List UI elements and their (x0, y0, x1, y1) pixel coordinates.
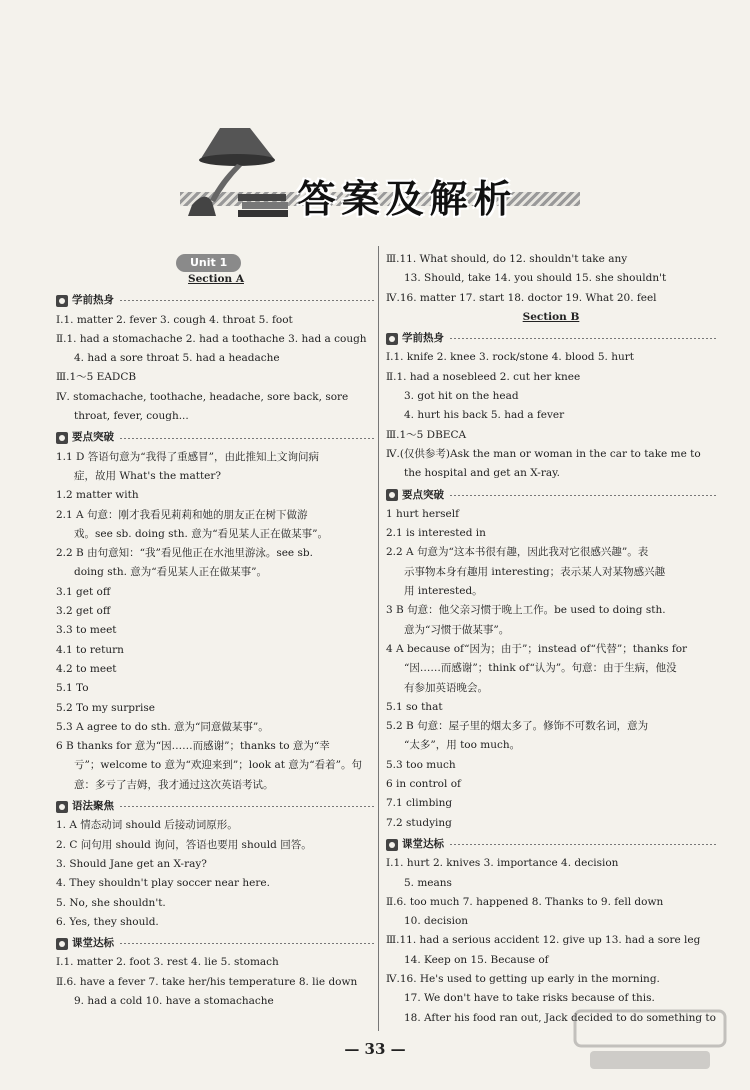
answer-line: 3. Should Jane get an X-ray? (56, 857, 207, 870)
answer-line: 症，故用 What's the matter? (74, 469, 222, 482)
answer-line: 6 in control of (386, 778, 461, 791)
answer-line: Ⅲ.1～5 DBECA (386, 428, 467, 441)
answer-line: Ⅳ.16. matter 17. start 18. doctor 19. What 20. feel (386, 291, 657, 304)
heading-rule (450, 338, 716, 339)
answer-line: 2.1 is interested in (386, 527, 486, 540)
answer-line: 2.2 B 由句意知：“我”看见他正在水池里游泳。see sb. (56, 547, 313, 560)
answer-line: 5.1 so that (386, 700, 443, 713)
answer-line: Ⅱ.1. had a nosebleed 2. cut her knee (386, 370, 581, 383)
title-banner (180, 120, 580, 225)
answer-line: 3.1 get off (56, 585, 111, 598)
subsection-title: 学前热身 (402, 332, 444, 345)
subsection-heading (386, 835, 716, 854)
page-number: — 33 — (344, 1040, 406, 1058)
heading-marker-icon (386, 489, 398, 501)
answer-line: 用 interested。 (404, 585, 483, 598)
heading-rule (450, 495, 716, 496)
subsection-title: 课堂达标 (72, 937, 114, 950)
answer-line: 17. We don't have to take risks because of this. (404, 992, 655, 1005)
answer-line: Ⅰ.1. hurt 2. knives 3. importance 4. decision (386, 857, 619, 870)
answer-line: the hospital and get an X-ray. (404, 467, 560, 480)
answer-line: 5.3 A agree to do sth. 意为“同意做某事”。 (56, 720, 269, 733)
answer-line: 6 B thanks for 意为“因……而感谢”；thanks to 意为“幸 (56, 740, 330, 753)
subsection-title: 课堂达标 (402, 837, 444, 850)
answer-line: 13. Should, take 14. you should 15. she shouldn't (404, 272, 667, 285)
answer-line: “因……而感谢”；think of“认为”。句意：由于生病，他没 (404, 662, 677, 675)
answer-line: 7.1 climbing (386, 797, 453, 810)
answer-line: 1.2 matter with (56, 489, 139, 502)
answer-line: 18. After his food ran out, Jack decided to do something to (404, 1011, 716, 1024)
subsection-heading (56, 934, 376, 953)
answer-line: Ⅰ.1. knife 2. knee 3. rock/stone 4. blood 5. hurt (386, 351, 634, 364)
answer-line: 2. C 问句用 should 询问，答语也要用 should 回答。 (56, 838, 312, 851)
answer-line: Ⅲ.1～5 EADCB (56, 371, 137, 384)
heading-rule (120, 806, 376, 807)
answer-line: Ⅱ.1. had a stomachache 2. had a toothache 3. had a cough (56, 332, 367, 345)
answer-line: 5.2 B 句意：屋子里的烟太多了。修饰不可数名词，意为 (386, 720, 649, 733)
answer-line: 亏”；welcome to 意为“欢迎来到”；look at 意为“看着”。句 (74, 759, 363, 772)
section-b-heading: Section B (522, 310, 580, 323)
answer-line: 意为“习惯于做某事”。 (404, 623, 510, 636)
heading-marker-icon (56, 295, 68, 307)
unit-badge: Unit 1 (176, 254, 241, 272)
answer-line: Ⅳ. stomachache, toothache, headache, sore back, sore (56, 390, 349, 403)
answer-line: 1. A 情态动词 should 后接动词原形。 (56, 819, 238, 832)
answer-line: 5. No, she shouldn't. (56, 896, 166, 909)
answer-line: 2.1 A 句意：刚才我看见莉莉和她的朋友正在树下做游 (56, 508, 308, 521)
column-divider (378, 246, 379, 1031)
answer-line: 4 A because of“因为；由于”；instead of“代替”；thanks for (386, 642, 688, 655)
answer-line: 4.1 to return (56, 643, 124, 656)
subsection-heading (56, 797, 376, 816)
answer-line: 5.1 To (56, 682, 89, 695)
answer-line: Ⅱ.6. too much 7. happened 8. Thanks to 9. fell down (386, 895, 664, 908)
heading-marker-icon (56, 938, 68, 950)
answer-line: 7.2 studying (386, 816, 452, 829)
answer-line: 意：多亏了吉姆，我才通过这次英语考试。 (74, 778, 274, 791)
heading-marker-icon (386, 333, 398, 345)
answer-line: Ⅲ.11. What should, do 12. shouldn't take any (386, 253, 628, 265)
answer-line: 有参加英语晚会。 (404, 681, 488, 694)
heading-marker-icon (56, 432, 68, 444)
subsection-heading (56, 291, 376, 310)
answer-line: 示事物本身有趣用 interesting；表示某人对某物感兴趣 (404, 565, 666, 578)
answer-line: 10. decision (404, 915, 469, 928)
subsection-title: 学前热身 (72, 294, 114, 307)
answer-line: 3.2 get off (56, 605, 111, 618)
heading-rule (450, 844, 716, 845)
answer-line: 4. had a sore throat 5. had a headache (74, 352, 280, 365)
answer-line: 3 B 句意：他父亲习惯于晚上工作。be used to doing sth. (386, 604, 666, 617)
right-column (386, 250, 716, 1028)
heading-marker-icon (56, 801, 68, 813)
left-column (56, 250, 376, 1011)
heading-rule (120, 438, 376, 439)
answer-line: 3.3 to meet (56, 624, 117, 637)
answer-line: 4.2 to meet (56, 662, 117, 675)
answer-line: 6. Yes, they should. (56, 915, 159, 928)
heading-rule (120, 943, 376, 944)
subsection-title: 要点突破 (72, 431, 114, 444)
answer-line: Ⅰ.1. matter 2. foot 3. rest 4. lie 5. stomach (56, 956, 279, 969)
answer-line: 1.1 D 答语句意为“我得了重感冒”，由此推知上文询问病 (56, 450, 320, 463)
answer-line: doing sth. 意为“看见某人正在做某事”。 (74, 566, 268, 579)
answer-line: 5. means (404, 876, 452, 889)
answer-line: 3. got hit on the head (404, 390, 519, 403)
subsection-title: 要点突破 (402, 488, 444, 501)
watermark-logo (570, 1006, 730, 1076)
answer-line: Ⅱ.6. have a fever 7. take her/his temperature 8. lie down (56, 975, 358, 988)
page-title: 答案及解析 (297, 176, 518, 221)
answer-line: 9. had a cold 10. have a stomachache (74, 994, 274, 1007)
heading-rule (120, 300, 376, 301)
subsection-heading (386, 329, 716, 348)
answer-line: Ⅰ.1. matter 2. fever 3. cough 4. throat 5. foot (56, 313, 293, 326)
section-a-heading: Section A (188, 273, 244, 285)
unit-row (56, 250, 376, 270)
answer-line: 14. Keep on 15. Because of (404, 953, 549, 966)
subsection-heading (56, 428, 376, 447)
answer-line: 戏。see sb. doing sth. 意为“看见某人正在做某事”。 (74, 527, 328, 540)
answer-line: Ⅲ.11. had a serious accident 12. give up 13. had a sore leg (386, 934, 701, 947)
answer-line: throat, fever, cough... (74, 410, 189, 423)
answer-line: 5.2 To my surprise (56, 701, 155, 714)
heading-marker-icon (386, 839, 398, 851)
subsection-heading (386, 486, 716, 505)
answer-line: Ⅳ.(仅供参考)Ask the man or woman in the car to take me to (386, 447, 701, 460)
answer-line: 5.3 too much (386, 758, 456, 771)
answer-line: Ⅳ.16. He's used to getting up early in the morning. (386, 972, 660, 985)
answer-line: 4. They shouldn't play soccer near here. (56, 877, 270, 890)
answer-line: 1 hurt herself (386, 507, 459, 520)
subsection-title: 语法聚焦 (72, 800, 114, 813)
answer-line: “太多”，用 too much。 (404, 739, 521, 752)
answer-line: 2.2 A 句意为“这本书很有趣，因此我对它很感兴趣”。表 (386, 546, 649, 559)
answer-line: 4. hurt his back 5. had a fever (404, 409, 565, 422)
